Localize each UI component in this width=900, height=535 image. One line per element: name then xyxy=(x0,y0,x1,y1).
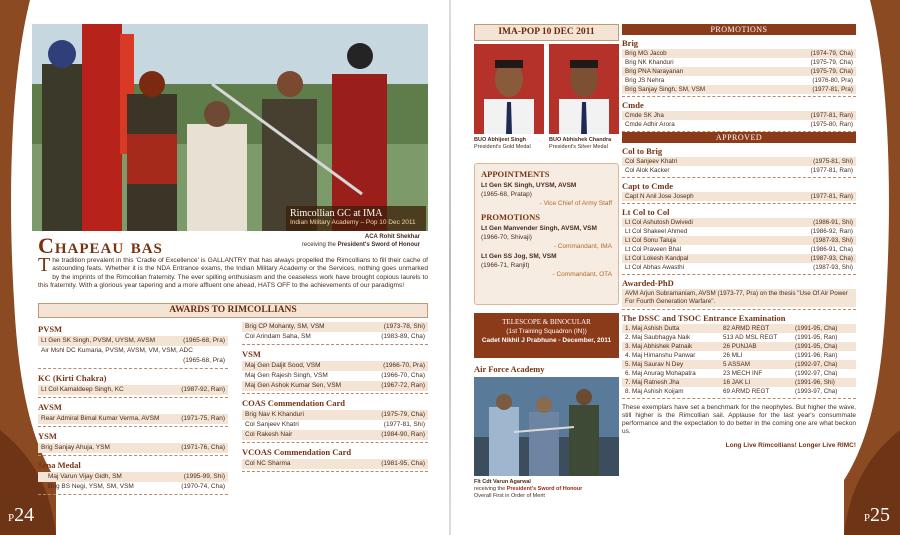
award-years: (1981-95, Cha) xyxy=(381,460,425,467)
award-row xyxy=(242,322,428,332)
section-divider xyxy=(242,344,428,345)
section-divider xyxy=(622,203,856,204)
ima-heading: IMA-POP 10 DEC 2011 xyxy=(474,24,619,41)
airforce-photo xyxy=(474,377,619,476)
section-divider xyxy=(38,397,228,398)
section-divider xyxy=(622,398,856,399)
awards-heading: AWARDS TO RIMCOLLIANS xyxy=(38,303,428,318)
award-years: (1973-78, Shi) xyxy=(383,323,425,330)
rank-name: Cmde Adhir Arora xyxy=(625,120,675,128)
award-row xyxy=(242,332,428,342)
rank-years: (1987-93, Shi) xyxy=(813,263,853,271)
rank-years: (1987-93, Shi) xyxy=(813,236,853,244)
award-years: (1977-81, Shi) xyxy=(383,421,425,428)
section-divider xyxy=(38,455,228,456)
promotions-subheading: PROMOTIONS xyxy=(481,212,541,222)
entrance-years: (1991-95, Cha) xyxy=(795,342,838,350)
entrance-years: (1991-96, Ran) xyxy=(795,351,838,359)
entrance-name: 6. Maj Anurag Mohapatra xyxy=(625,369,696,377)
rank-years: (1986-91, Cha) xyxy=(810,245,853,253)
rank-row xyxy=(622,218,856,227)
rank-name: Brig PNA Narayanan xyxy=(625,67,684,75)
rank-years: (1975-80, Ran) xyxy=(810,120,853,128)
rank-row xyxy=(622,227,856,236)
entrance-years: (1993-97, Cha) xyxy=(795,387,838,395)
portrait-abhijeet xyxy=(474,44,544,134)
section-divider xyxy=(242,442,428,443)
award-years: (1987-92, Ran) xyxy=(181,386,225,393)
telescope-squadron: (1st Training Squadron (IN)) xyxy=(506,328,587,335)
award-heading: VSM xyxy=(242,349,261,359)
rank-heading: Lt Col to Col xyxy=(622,207,670,217)
section-divider xyxy=(242,471,428,472)
page-number-left: P24 xyxy=(8,504,35,526)
rank-row xyxy=(622,85,856,94)
award-row xyxy=(38,414,228,424)
airforce-heading: Air Force Academy xyxy=(474,364,545,374)
right-column xyxy=(622,24,856,449)
rank-row xyxy=(622,120,856,129)
rank-years: (1977-81, Ran) xyxy=(810,166,853,174)
section-divider xyxy=(242,393,428,394)
page-spine xyxy=(449,0,451,535)
approved-band: APPROVED xyxy=(622,132,856,143)
airforce-caption: Flt Cdt Varun Agarwal receiving the President's Sword of Honour Overall First in Order of Merit xyxy=(474,479,583,499)
rank-row xyxy=(622,263,856,272)
award-years: (1965-68, Pra) xyxy=(183,357,225,364)
rank-years: (1977-81, Ran) xyxy=(810,111,853,119)
page-number-right: P25 xyxy=(863,504,890,526)
award-heading: YSM xyxy=(38,431,57,441)
appointment-name: Lt Gen SK Singh, UYSM, AVSM xyxy=(481,182,577,189)
award-years: (1971-75, Ran) xyxy=(181,415,225,422)
entrance-unit: 82 ARMD REGT xyxy=(723,324,770,332)
rank-name: Lt Col Abhas Awasthi xyxy=(625,263,685,271)
closing-paragraph: These exemplars have set a benchmark for the neophytes. But higher the wave, still higher is the Rimcollian sail. Applause for the last year's consummate performance and the expectation to do better in the coming one are what beckon us. xyxy=(622,404,856,435)
rank-row xyxy=(622,67,856,76)
entrance-unit: 23 MECH INF xyxy=(723,369,763,377)
entrance-row xyxy=(622,333,856,342)
appointment-name: Lt Gen SS Jog, SM, VSM xyxy=(481,253,557,260)
award-name: Brig Sanjay Ahuja, YSM xyxy=(41,444,110,451)
entrance-unit: 69 ARMD REGT xyxy=(723,387,770,395)
rank-row xyxy=(622,245,856,254)
award-row xyxy=(38,356,228,366)
award-row xyxy=(38,472,228,482)
telescope-box xyxy=(474,313,619,358)
hero-caption: Rimcollian GC at IMA Indian Military Academy – Pop 10 Dec 2011 xyxy=(286,206,426,231)
award-row xyxy=(242,381,428,391)
award-name: Col NC Sharma xyxy=(245,460,291,467)
award-name: Brig CP Mohanty, SM, VSM xyxy=(245,323,325,330)
entrance-row xyxy=(622,351,856,360)
section-divider xyxy=(622,177,856,178)
entrance-row xyxy=(622,387,856,396)
rank-name: Col Alok Kacker xyxy=(625,166,670,174)
portrait-caption-1: BUO Abhijeet Singh President's Gold Medal xyxy=(474,137,531,150)
closing-slogan: Long Live Rimcollians! Longer Live RIMC! xyxy=(725,442,856,449)
entrance-row xyxy=(622,360,856,369)
rank-row xyxy=(622,111,856,120)
award-row xyxy=(38,385,228,395)
awards-left-column xyxy=(38,320,228,495)
entrance-unit: 16 JAK LI xyxy=(723,378,751,386)
award-name: Air Mshl DC Kumaria, PVSM, AVSM, VM, VSM, ADC xyxy=(41,347,193,354)
entrance-row xyxy=(622,378,856,387)
award-name: Maj Gen Daljit Sood, VSM xyxy=(245,362,321,369)
rank-name: Col Sanjeev Khatri xyxy=(625,157,678,165)
award-row xyxy=(242,430,428,440)
rank-years: (1975-79, Cha) xyxy=(810,67,853,75)
promotions-band: PROMOTIONS xyxy=(622,24,856,35)
award-years: (1966-70, Cha) xyxy=(381,372,425,379)
entrance-unit: 26 PUNJAB xyxy=(723,342,757,350)
rank-years: (1986-91, Shi) xyxy=(813,218,853,226)
section-divider xyxy=(38,368,228,369)
hero-photo xyxy=(32,24,428,231)
rank-years: (1975-81, Shi) xyxy=(813,157,853,165)
drop-cap: T xyxy=(38,254,51,276)
rank-row xyxy=(622,254,856,263)
portrait-abhishek xyxy=(549,44,619,134)
rank-name: Brig MG Jacob xyxy=(625,49,667,57)
entrance-years: (1991-95, Ran) xyxy=(795,333,838,341)
rank-name: Lt Col Praveen Bhal xyxy=(625,245,682,253)
rank-years: (1977-81, Pra) xyxy=(812,85,853,93)
rank-name: Capt N Anil Jose Joseph xyxy=(625,192,694,200)
page-title: Chapeau bas xyxy=(38,233,163,258)
rank-row xyxy=(622,76,856,85)
award-name: Col Sanjeev Khatri xyxy=(245,421,299,428)
award-years: (1966-70, Pra) xyxy=(383,362,425,369)
rank-row xyxy=(622,157,856,166)
rank-name: Lt Col Shakeel Ahmed xyxy=(625,227,688,235)
rank-row xyxy=(622,236,856,245)
award-row xyxy=(242,420,428,430)
award-years: (1967-72, Ran) xyxy=(381,382,425,389)
entrance-years: (1992-97, Cha) xyxy=(795,360,838,368)
award-years: (1971-76, Cha) xyxy=(181,444,225,451)
award-heading: KC (Kirti Chakra) xyxy=(38,373,107,383)
section-divider xyxy=(622,274,856,275)
award-name: Col Arindam Saha, SM xyxy=(245,333,311,340)
award-name: Lt Gen SK Singh, PVSM, UYSM, AVSM xyxy=(41,337,156,344)
appointments-box xyxy=(474,163,619,305)
rank-heading: Cmde xyxy=(622,100,644,110)
entrance-row xyxy=(622,324,856,333)
rank-name: Brig JS Nehra xyxy=(625,76,665,84)
section-divider xyxy=(622,96,856,97)
rank-name: Lt Col Sonu Taluja xyxy=(625,236,676,244)
rank-years: (1987-93, Cha) xyxy=(810,254,853,262)
rank-years: (1977-81, Ran) xyxy=(810,192,853,200)
rank-row xyxy=(622,166,856,175)
appointment-sub: (1965-68, Pratap) xyxy=(481,191,532,198)
award-heading: Sena Medal xyxy=(38,460,81,470)
award-name: Maj Gen Rajesh Singh, VSM xyxy=(245,372,328,379)
entrance-years: (1991-96, Shi) xyxy=(795,378,835,386)
entrance-years: (1991-95, Cha) xyxy=(795,324,838,332)
award-name: Brig Nav K Khanduri xyxy=(245,411,304,418)
award-years: (1984-90, Ran) xyxy=(381,431,425,438)
rank-name: Brig NK Khanduri xyxy=(625,58,674,66)
awards-middle-column xyxy=(242,322,428,472)
rank-name: Lt Col Ashutosh Dwivedi xyxy=(625,218,693,226)
award-name: Col Rakesh Nair xyxy=(245,431,293,438)
rank-row xyxy=(622,192,856,201)
appointment-sub: (1966-70, Shivaji) xyxy=(481,234,532,241)
award-row xyxy=(38,482,228,492)
rank-years: (1974-79, Cha) xyxy=(810,49,853,57)
entrance-name: 4. Maj Himanshu Panwar xyxy=(625,351,696,359)
entrance-years: (1992-97, Cha) xyxy=(795,369,838,377)
entrance-row xyxy=(622,342,856,351)
entrance-name: 7. Maj Ratnesh Jha xyxy=(625,378,680,386)
portrait-caption-2: BUO Abhishek Chandra President's Silver Medal xyxy=(549,137,612,150)
rank-name: Brig Sanjay Singh, SM, VSM xyxy=(625,85,706,93)
award-heading: PVSM xyxy=(38,324,63,334)
rank-years: (1986-92, Ran) xyxy=(810,227,853,235)
appointment-name: Lt Gen Manvender Singh, AVSM, VSM xyxy=(481,225,597,232)
award-heading: COAS Commendation Card xyxy=(242,398,345,408)
rank-heading: Col to Brig xyxy=(622,146,663,156)
rank-heading: Capt to Cmde xyxy=(622,181,673,191)
entrance-name: 5. Maj Saurav N Dey xyxy=(625,360,684,368)
entrance-heading: The DSSC and TSOC Entrance Examination xyxy=(622,313,786,323)
entrance-name: 3. Maj Abhishek Patnaik xyxy=(625,342,693,350)
entrance-unit: 5 ASSAM xyxy=(723,360,750,368)
award-row xyxy=(38,346,228,356)
award-years: (1983-89, Cha) xyxy=(381,333,425,340)
rank-name: Cmde SK Jha xyxy=(625,111,664,119)
appointment-role: - Vice Chief of Army Staff xyxy=(539,200,612,207)
award-years: (1965-68, Pra) xyxy=(183,337,225,344)
rank-row xyxy=(622,58,856,67)
rank-years: (1976-80, Pra) xyxy=(812,76,853,84)
section-divider xyxy=(622,309,856,310)
award-name: Rear Admiral Bimal Kumar Verma, AVSM xyxy=(41,415,160,422)
section-divider xyxy=(38,494,228,495)
entrance-name: 8. Maj Ashish Koijam xyxy=(625,387,684,395)
award-heading: AVSM xyxy=(38,402,62,412)
award-row xyxy=(242,361,428,371)
appointment-role: - Commandant, OTA xyxy=(552,271,612,278)
award-name: Maj Gen Ashok Kumar Sen, VSM xyxy=(245,382,342,389)
award-years: (1970-74, Cha) xyxy=(181,483,225,490)
rank-name: Lt Col Lokesh Kandpal xyxy=(625,254,689,262)
rank-years: (1975-79, Cha) xyxy=(810,58,853,66)
award-name: Brig BS Negi, YSM, SM, VSM xyxy=(48,483,134,490)
entrance-name: 2. Maj Saubhagya Naik xyxy=(625,333,691,341)
award-years: (1995-99, Shi) xyxy=(183,473,225,480)
phd-text: AVM Arjun Subramaniam, AVSM (1973-77, Pra) on the thesis "Use Of Air Power For Fourth Generation Warfare". xyxy=(622,289,856,307)
intro-paragraph: The tradition prevalent in this 'Cradle of Excellence' is GALLANTRY that has always propelled the Rimcollians to fill their cache of astounding feats. Whether it is the NDA Entrance exams, the Indian Military Academy or the Services, nothing goes unmarked by the imprints of the Rimcollian fraternity. The ever spilling enthusiasm and the ceaseless work have brought copious laurels to this fraternity. With a glorious year tapering and a more affluent one ahead, HATS OFF to the achievements of our paradigms! xyxy=(38,254,428,290)
rank-heading: Brig xyxy=(622,38,639,48)
award-row xyxy=(242,410,428,420)
award-row xyxy=(38,443,228,453)
entrance-row xyxy=(622,369,856,378)
entrance-unit: 26 MLI xyxy=(723,351,743,359)
rank-row xyxy=(622,49,856,58)
award-row xyxy=(242,371,428,381)
sword-caption: ACA Rohit Shekhar receiving the President's Sword of Honour xyxy=(301,234,420,248)
telescope-cadet: Cadet Nikhil J Prabhune - December, 2011 xyxy=(481,337,612,344)
entrance-unit: 513 AD MSL REGT xyxy=(723,333,778,341)
appointments-heading: APPOINTMENTS xyxy=(481,169,550,179)
award-years: (1975-79, Cha) xyxy=(381,411,425,418)
award-row xyxy=(242,459,428,469)
phd-heading: Awarded-PhD xyxy=(622,278,674,288)
award-row xyxy=(38,336,228,346)
award-heading: VCOAS Commendation Card xyxy=(242,447,352,457)
entrance-name: 1. Maj Ashish Dutta xyxy=(625,324,680,332)
award-name: Maj Varun Vijay Gidh, SM xyxy=(48,473,122,480)
section-divider xyxy=(38,426,228,427)
telescope-title: TELESCOPE & BINOCULAR xyxy=(502,318,591,326)
appointment-role: - Commandant, IMA xyxy=(553,243,612,250)
appointment-sub: (1966-71, Ranjit) xyxy=(481,262,530,269)
award-name: Lt Col Kamaldeep Singh, KC xyxy=(41,386,124,393)
